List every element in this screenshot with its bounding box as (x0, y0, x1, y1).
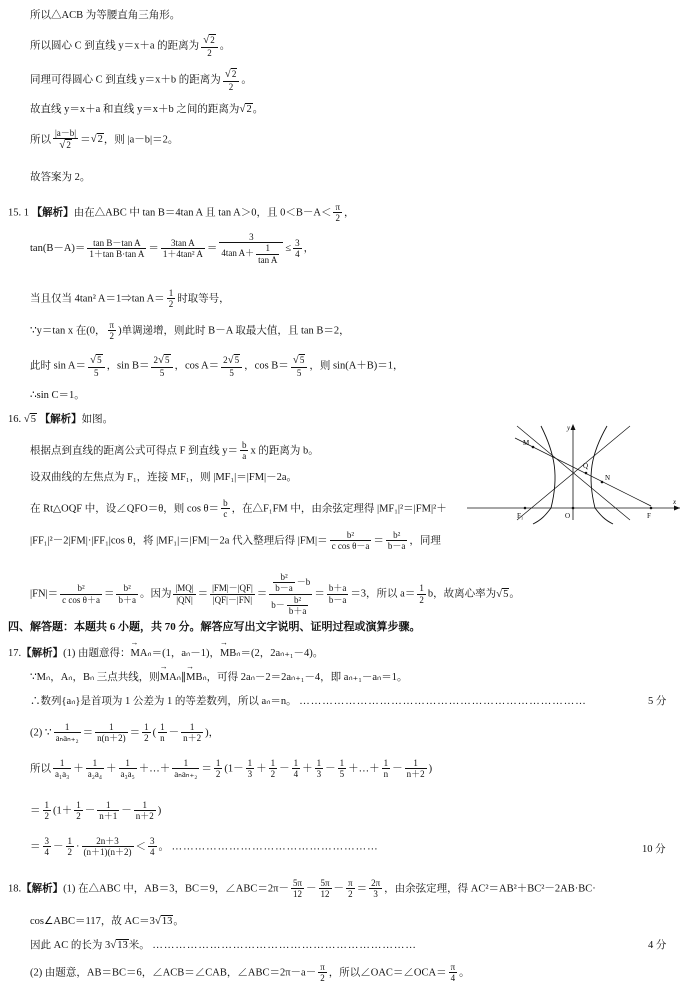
q18-text2: － (306, 883, 317, 895)
q17-line4: (2) ∵ $\frac{1}{\text{aₙaₙ₊₂}}$ ＝ $\frac{1}{n(n+2)}$ ＝ $\frac{1}{2}$ ( $\frac{1}{n}$ － $\frac{1}{n+2}$ )， (30, 722, 220, 744)
q16-text2: ，在△F₁FM 中，由余弦定理得 |MF₁|²＝|FM|²＋ (231, 503, 447, 515)
text-line-1 (30, 8, 180, 23)
q16-text3: ，同理 (409, 535, 441, 547)
q18-line2 (30, 914, 184, 930)
q18-text2: 。 (173, 916, 184, 927)
fraction: $\frac{1}{\text{a₁a₃}}$ (55, 758, 70, 780)
q18-line3 (30, 938, 417, 954)
fraction: $\frac{1}{\text{aₙaₙ₊₂}}$ (174, 758, 198, 780)
q15-text2: 单调递增，则此时 B－A 取最大值，且 tan B＝2， (121, 325, 350, 337)
q17-score-2 (642, 842, 666, 857)
fraction: $\frac{|MQ|}{|QN|}$ (175, 583, 194, 605)
q18-text: (2) 由题意，AB＝BC＝6，∠ACB＝∠CAB，∠ABC＝2π－a－ (30, 967, 317, 979)
q15-text4: ，cos B＝ (244, 360, 289, 372)
q15-text: 当且仅当 4tan² A＝1⇒tan A＝ (30, 293, 165, 305)
line-tail: ，则 |a－b|＝2。 (103, 134, 179, 146)
sqrt: √13 (154, 915, 173, 927)
svg-text:N: N (605, 474, 611, 482)
svg-text:y: y (567, 424, 571, 432)
q16-tag: 【解析】 (39, 414, 82, 425)
score-text: 10 分 (642, 844, 666, 855)
q16-text9: 。 (509, 588, 520, 600)
fraction: $\frac{1}{n(n+2)}$ (97, 722, 126, 744)
fraction: $\frac{1}{2}$ (67, 836, 72, 858)
q16-text7: ＝3，所以 a＝ (350, 588, 416, 600)
vector-MB: MBₙ → (186, 670, 207, 685)
q16-text2: ＝ (373, 535, 384, 547)
q16-line3 (30, 470, 297, 485)
line-text: 同理可得圆心 C 到直线 y＝x＋b 的距离为 (30, 74, 221, 86)
fraction: $\frac{3}{4}$ (150, 836, 155, 858)
fraction: $\frac{1}{2}$ (168, 288, 174, 310)
q17-text2: 。 (158, 841, 169, 853)
fraction: $\frac{|FM|-|QF|}{|QF|-|FN|}$ (212, 583, 253, 605)
fraction: $\frac{\text{b²}}{\text{c cos θ＋a}}$ (62, 583, 100, 605)
score-text: 5 分 (648, 696, 667, 707)
fraction: $\frac{b+a}{b-a}$ (328, 583, 347, 605)
q16-text2: x 的距离为 b。 (250, 445, 319, 457)
text-line-6 (30, 170, 90, 185)
q17-text2: ＝ (82, 727, 94, 739)
fraction: $\frac{|a-b|}{√2}$ (55, 128, 77, 152)
fraction: $\frac{1}{2}$ (144, 722, 149, 744)
leader-dots: ……………………………………………… (171, 841, 379, 853)
q18-text3: 。 (459, 967, 470, 979)
q18-text4: ＝ (356, 883, 368, 895)
text-line-4 (30, 102, 263, 118)
fraction: $\frac{\text{b²}}{b-a}$ (387, 530, 406, 552)
hyperbola-figure (455, 420, 687, 530)
svg-text:x: x (673, 498, 677, 506)
q15-tail: ， (344, 207, 355, 219)
q17-text3: ＋ (106, 763, 117, 775)
line-tail: 。 (219, 40, 231, 52)
leader-dots: …………………………………………………………… (152, 940, 417, 951)
fraction: $\frac{5\pi}{12}$ (292, 878, 302, 900)
q17-text3: ＝ (129, 727, 141, 739)
fraction: $\frac{5\pi}{12}$ (320, 878, 330, 900)
q17-text2: ＝(1，aₙ－1)， (151, 648, 220, 659)
q16-line5 (30, 530, 441, 552)
line-tail: 。 (241, 74, 252, 86)
vector-MB: MBₙ → (220, 646, 241, 661)
q15-text: 由在△ABC 中 tan B＝4tan A 且 tan A＞0，且 0＜B－A＜ (73, 207, 332, 219)
q16-text6: ＝ (314, 588, 325, 600)
fraction: $\frac{2√5}{5}$ (221, 354, 242, 378)
q16-text4: ＝ (197, 588, 209, 600)
q16-text: 在 Rt△OQF 中，设∠QFO＝θ，则 cos θ＝ (30, 503, 220, 515)
fraction: $\frac{1}{2}$ (44, 800, 49, 822)
fraction: $\frac{\text{tan B－tan A}}{\text{1＋tan B·tan A}}$ (89, 237, 145, 260)
q18-score-1 (648, 938, 666, 953)
q16-text: 设双曲线的左焦点为 F₁，连接 MF₁，则 |MF₁|＝|FM|－2a。 (30, 472, 298, 483)
fraction: $\frac{\pi}{4}$ (450, 962, 456, 984)
q17-line3 (30, 694, 587, 709)
q16-number: 16. (8, 414, 22, 425)
fraction: $\frac{1}{\text{a₂a₄}}$ (87, 758, 103, 780)
text-line-3 (30, 68, 252, 92)
q17-score-1 (648, 694, 666, 709)
leader-dots: ………………………………………………………………… (299, 696, 587, 707)
q17-text: 所以 (30, 763, 51, 775)
q17-text: ∴数列{aₙ}是首项为 1 公差为 1 的等差数列，所以 aₙ＝n。 (30, 696, 297, 707)
q18-text: (1) 在△ABC 中，AB＝3，BC＝9，∠ABC＝2π－ (63, 883, 289, 895)
q16-line6 (30, 572, 520, 616)
q16-line2 (30, 440, 319, 462)
text-line-2 (30, 34, 230, 58)
q16-line1 (8, 412, 113, 428)
q15-line3 (30, 288, 230, 310)
fraction: $\frac{1}{\text{aₙaₙ₊₂}}$ (55, 722, 79, 744)
q15-tag: 【解析】 (31, 207, 74, 219)
q17-line2 (30, 670, 407, 685)
fraction: $\frac{\text{b²}}{b-a}$ －b b－ $\frac{\text{b²}}{b+a}$ (271, 572, 311, 617)
q17-text3: ，可得 2aₙ－2＝2aₙ₊₁－4，即 aₙ₊₁－aₙ＝1。 (206, 672, 408, 683)
q18-text5: ，由余弦定理，得 AC²＝AB²＋BC²－2AB·BC· (384, 883, 596, 895)
line-text: 所以 (30, 134, 51, 146)
fraction: $\frac{1}{n}$ (160, 722, 165, 744)
fraction: 3 4tan A＋ $\frac{1}{\text{tan A}}$ (219, 232, 283, 265)
q15-tail: 时取等号， (177, 293, 230, 305)
q17-tag: 【解析】 (21, 648, 64, 659)
q15-line2: tan(B－A)＝ $\frac{\text{tan B－tan A}}{\text{1＋tan B·tan A}}$ ＝ $\frac{\text{3tan A}}{\text{1＋4tan² A}}$ ＝ 3 4tan A＋ $\frac{1}{\text{tan A}}$ ≤ $\frac{3}{4}$ ， (30, 232, 315, 265)
fraction: $\frac{√5}{5}$ (291, 354, 308, 378)
q18-line4 (30, 962, 470, 984)
q15-text: 此时 sin A＝ (30, 360, 87, 372)
vector-MA: MAₙ → (131, 646, 152, 661)
q15-text3: ，cos A＝ (174, 360, 220, 372)
q17-text4: ＋…＋ (138, 763, 171, 775)
q15-line4: ∵y＝tan x 在(0， $\frac{\pi}{2}$ )单调递增，则此时 B－A 取最大值，且 tan B＝2， (30, 320, 350, 342)
q15-formula-lead: tan(B－A)＝ (30, 242, 86, 254)
text-line-5 (30, 128, 178, 152)
q17-text: ∵Mₙ，Aₙ，Bₙ 三点共线，则 (30, 672, 160, 683)
svg-text:F₁: F₁ (517, 512, 524, 520)
line-text: 故直线 y＝x＋a 和直线 y＝x＋b 之间的距离为 (30, 104, 240, 115)
sqrt: √13 (110, 939, 128, 951)
q17-line6: ＝ $\frac{1}{2}$ (1＋ $\frac{1}{2}$ － $\frac{1}{n+1}$ － $\frac{1}{n+2}$ ) (30, 800, 162, 822)
fraction: $\frac{√2}{2}$ (201, 34, 218, 58)
q17-text2: ＋ (73, 763, 84, 775)
svg-text:F: F (647, 512, 651, 520)
q18-text: cos∠ABC＝117，故 AC＝3 (30, 916, 155, 927)
q15-line1 (8, 202, 355, 224)
q18-text2: 米。 (128, 940, 150, 951)
fraction: $\frac{2n+3}{(n+1)(n+2)}$ (83, 836, 132, 858)
q16-answer: √5 (23, 413, 37, 425)
q18-text2: ，所以∠OAC＝∠OCA＝ (328, 967, 447, 979)
line-text: 所以△ACB 为等腰直角三角形。 (30, 10, 181, 21)
q18-tag: 【解析】 (21, 883, 64, 895)
q17-text: (2) ∵ (30, 727, 52, 739)
q16-text3: 。因为 (139, 588, 172, 600)
q16-text8: b，故离心率为 (427, 588, 497, 600)
section-4-heading (8, 620, 421, 636)
q16-text2: ＝ (103, 588, 115, 600)
fraction: $\frac{\text{b²}}{\text{c cos θ－a}}$ (331, 530, 370, 552)
q15-text2: ，sin B＝ (106, 360, 150, 372)
fraction: $\frac{√2}{2}$ (223, 68, 240, 92)
fraction: $\frac{\text{b²}}{b+a}$ (118, 583, 136, 605)
q15-text5: ，则 sin(A＋B)＝1， (309, 360, 404, 372)
line-text: 故答案为 2。 (30, 172, 91, 183)
q17-number: 17. (8, 648, 22, 659)
fraction: $\frac{\pi}{2}$ (348, 878, 353, 900)
fraction: $\frac{1}{n+2}$ (183, 722, 202, 744)
q15-number: 15. (8, 207, 22, 219)
sqrt: √5 (496, 587, 509, 600)
q17-text: ＝ (30, 841, 41, 853)
q16-tag-tail: 如图。 (81, 414, 114, 425)
q17-text3: ＝(2，2aₙ₊₁－4)。 (240, 648, 324, 659)
fraction: $\frac{1}{\text{a₃a₅}}$ (120, 758, 135, 780)
q15-line6 (30, 388, 85, 403)
q15-text: ∴sin C＝1。 (30, 390, 85, 401)
q15-answer: 1 (23, 207, 29, 219)
fraction: $\frac{\text{3tan A}}{\text{1＋4tan² A}}$ (162, 237, 203, 260)
q17-text: (1) 由题意得： (63, 648, 131, 659)
line-mid: ＝ (80, 134, 91, 146)
sqrt: √2 (239, 103, 252, 115)
q16-text5: ＝ (256, 588, 268, 600)
fraction: $\frac{\pi}{2}$ (109, 320, 115, 342)
q17-text2: ∥ (180, 672, 187, 683)
q18-text3: － (333, 883, 345, 895)
line-text: 所以圆心 C 到直线 y＝x＋a 的距离为 (30, 40, 200, 52)
fraction: $\frac{3}{4}$ (295, 237, 300, 260)
fraction: $\frac{√5}{5}$ (88, 354, 105, 378)
line-tail: 。 (252, 104, 264, 115)
q15-line5 (30, 354, 404, 378)
q17-line7: ＝ $\frac{3}{4}$ － $\frac{1}{2}$ · $\frac{2n+3}{(n+1)(n+2)}$ ＜ $\frac{3}{4}$ 。 ……………………………………………… (30, 836, 379, 858)
q16-text: 根据点到直线的距离公式可得点 F 到直线 y＝ (30, 445, 238, 457)
fraction: $\frac{1}{2}$ (419, 583, 424, 605)
fraction: $\frac{b}{a}$ (241, 440, 247, 462)
q16-text: |FN|＝ (30, 588, 59, 600)
svg-text:M: M (523, 439, 530, 447)
q16-text: |FF₁|²－2|FM|·|FF₁|cos θ，将 |MF₁|＝|FM|－2a 代入整理后得 |FM|＝ (30, 535, 328, 547)
fraction: $\frac{\pi}{2}$ (320, 962, 325, 984)
q18-text: 因此 AC 的长为 3 (30, 940, 111, 951)
q15-text: ∵y＝tan x 在 (30, 325, 87, 337)
svg-text:Q: Q (583, 462, 589, 470)
q18-line1 (8, 878, 596, 900)
q17-text: ＝ (30, 805, 41, 817)
fraction: $\frac{2\pi}{3}$ (371, 878, 381, 900)
svg-text:O: O (565, 512, 571, 520)
q17-line5: 所以 $\frac{1}{\text{a₁a₃}}$ ＋ $\frac{1}{\text{a₂a₄}}$ ＋ $\frac{1}{\text{a₃a₅}}$ ＋…＋ $\frac{1}{\text{aₙaₙ₊₂}}$ ＝ $\frac{1}{2}$ (1－ $\frac{1}{3}$ ＋ $\frac{1}{2}$ － $\frac{1}{4}$ ＋ $\frac{1}{3}$ － $\frac{1}{5}$ ＋…＋ $\frac{1}{n}$ － $\frac{1}{n+2}$ ) (30, 758, 433, 780)
fraction: $\frac{b}{c}$ (223, 498, 228, 520)
vector-MA: MAₙ → (160, 670, 181, 685)
fraction: $\frac{1}{2}$ (215, 758, 221, 780)
fraction: $\frac{2√5}{5}$ (151, 354, 172, 378)
sqrt: √2 (90, 133, 103, 146)
section-4-text: 四、解答题：本题共 6 小题，共 70 分。解答应写出文字说明、证明过程或演算步骤。 (8, 621, 421, 633)
fraction: $\frac{\pi}{2}$ (335, 202, 341, 224)
q17-text5: ＝ (201, 763, 212, 775)
q16-line4 (30, 498, 447, 520)
q18-number: 18. (8, 883, 22, 895)
q17-line1 (8, 646, 323, 661)
score-text: 4 分 (648, 940, 667, 951)
fraction: $\frac{3}{4}$ (44, 836, 49, 858)
